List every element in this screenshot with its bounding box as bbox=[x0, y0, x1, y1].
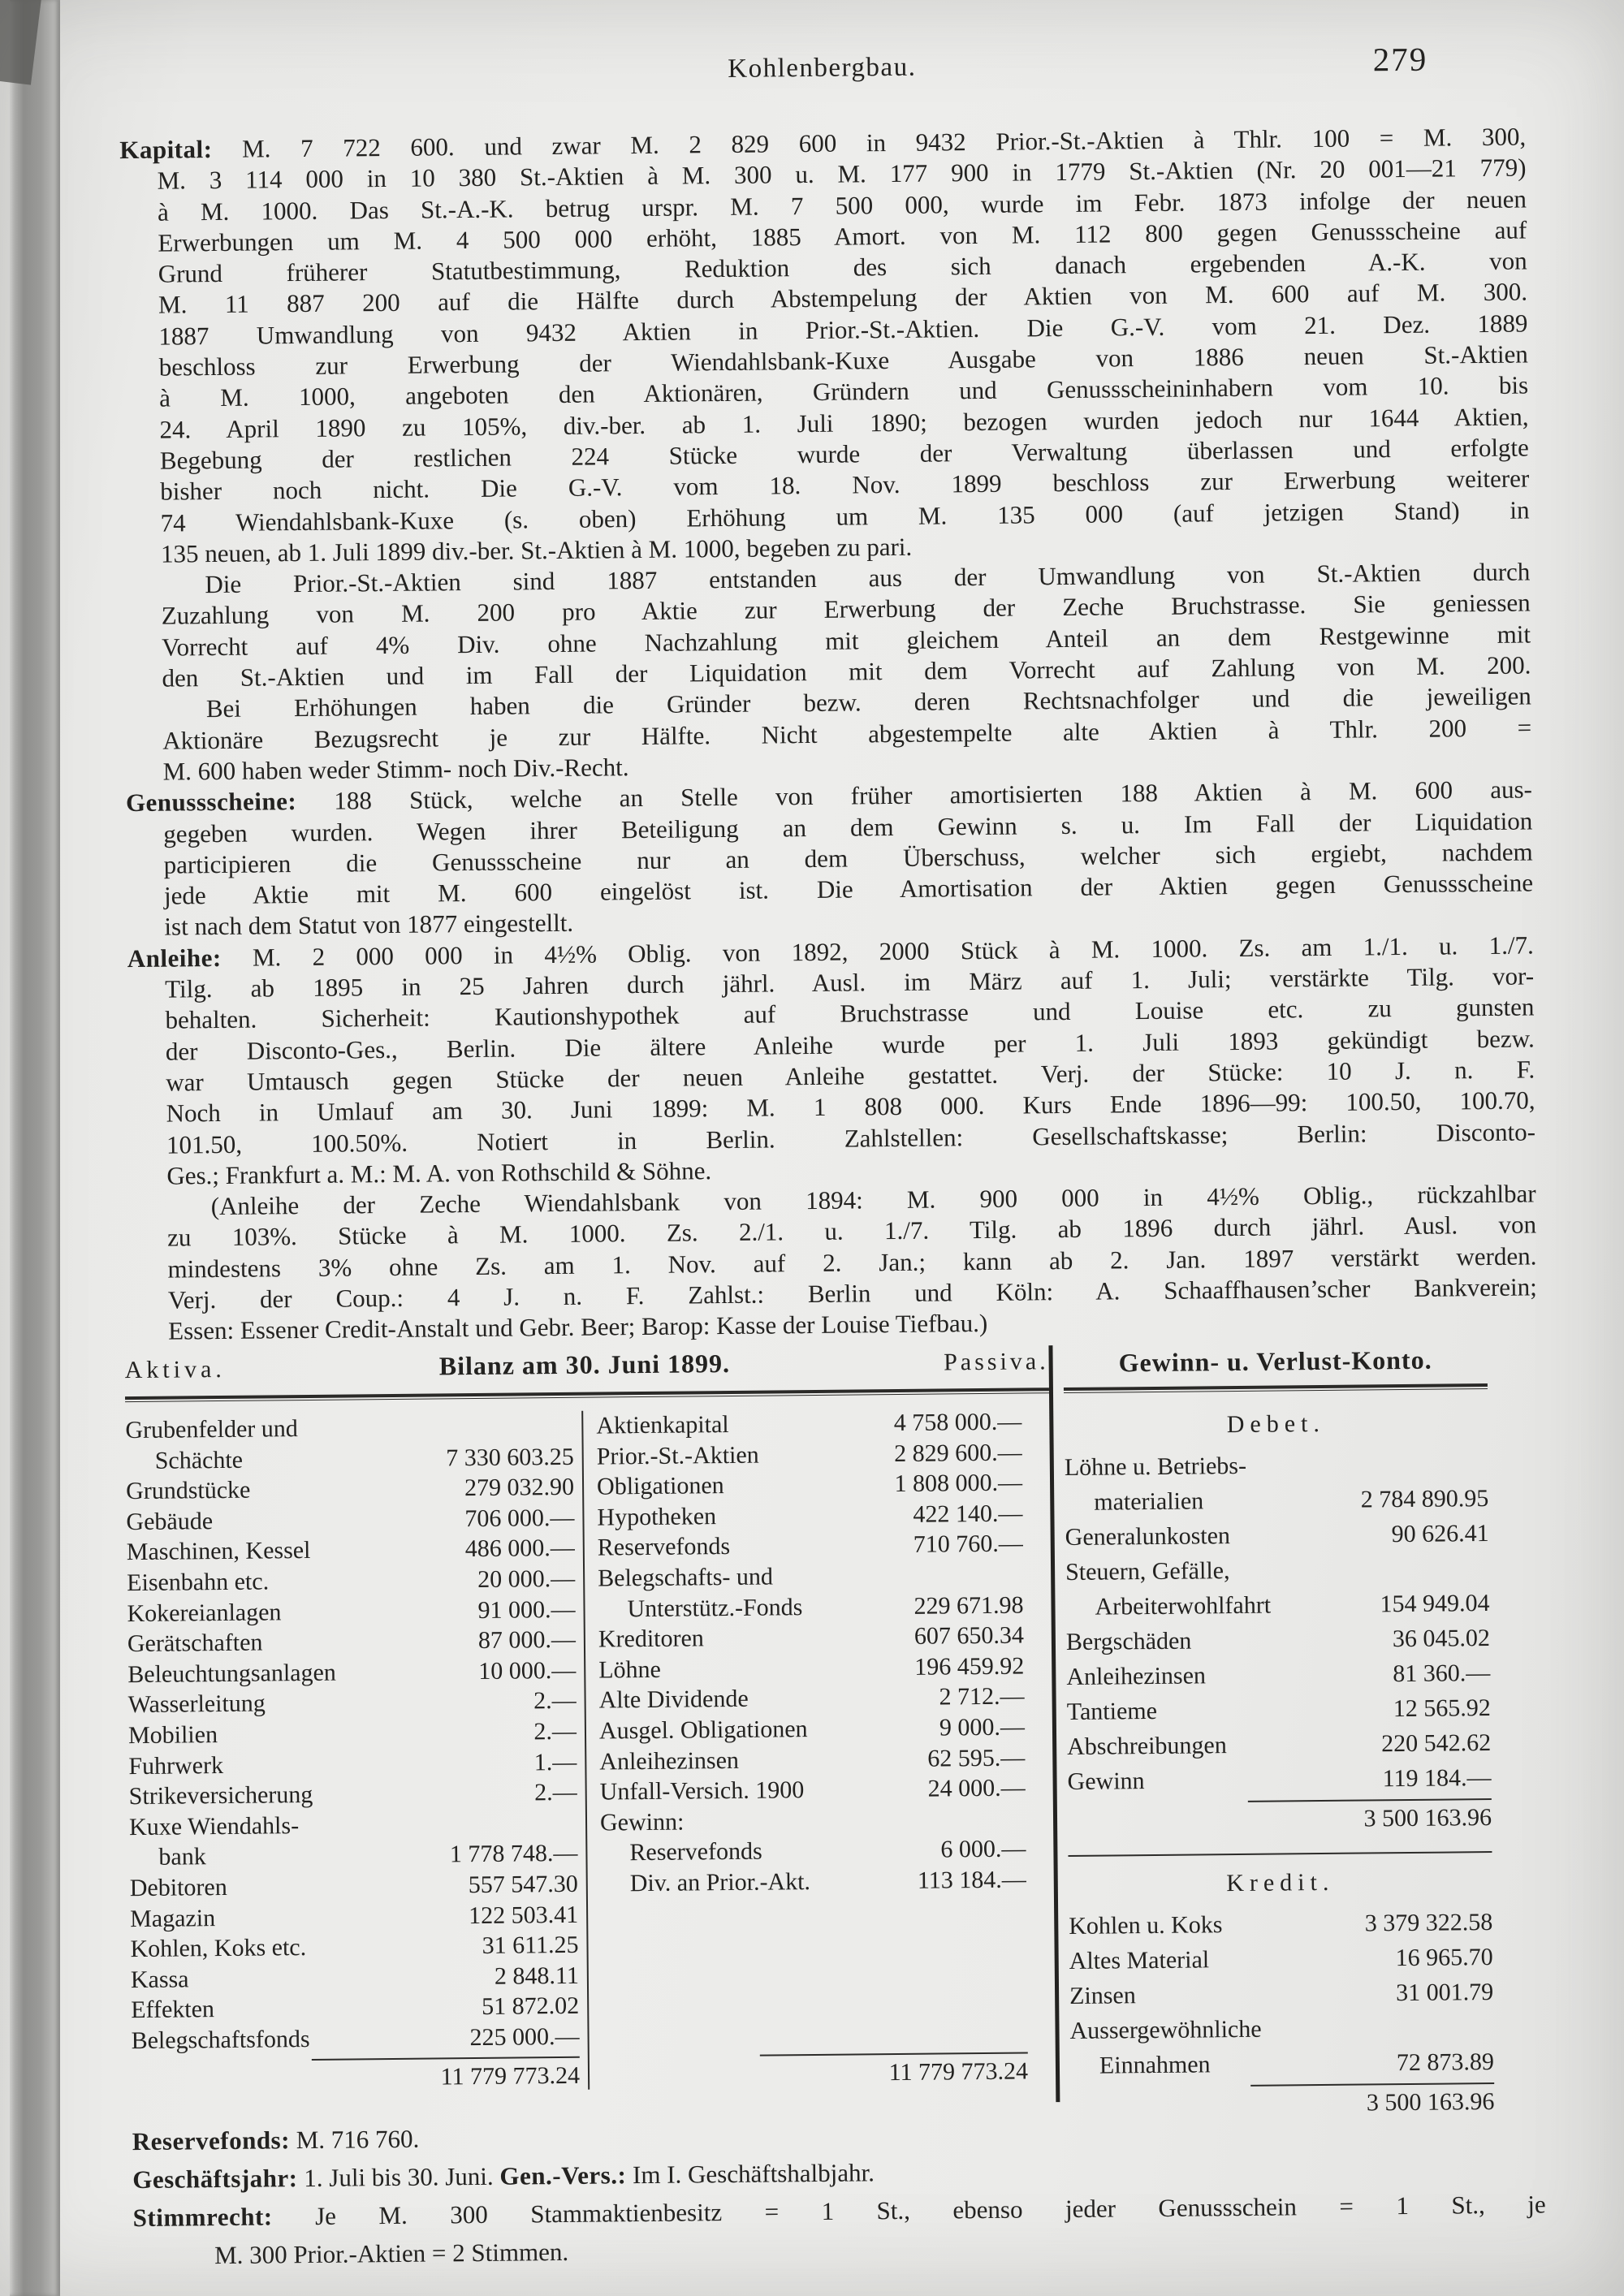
debet-total: 3 500 163.96 bbox=[1248, 1798, 1492, 1834]
row-label: Gewinn: bbox=[599, 1808, 685, 1836]
row-label: Obligationen bbox=[596, 1472, 724, 1500]
lead-term: Reservefonds: bbox=[132, 2126, 291, 2156]
row-amount: 2 784 890.95 bbox=[1360, 1485, 1489, 1513]
chapter-title: Kohlenbergbau. bbox=[728, 52, 917, 84]
text-run: Zuzahlung von M. 200 pro Aktie zur Erwerbung der Zeche Bruchstrasse. Sie geniessen bbox=[161, 588, 1531, 631]
debet-total-row bbox=[1068, 1798, 1492, 1836]
text-run: zu 103%. Stücke à M. 1000. Zs. 2./1. u. 1./7. Tilg. ab 1896 durch jährl. Ausl. von bbox=[166, 1210, 1537, 1253]
table-row bbox=[600, 1834, 1026, 1869]
text-run: à M. 1000, angeboten den Aktionären, Gründern und Genussscheininhabern vom 10. bis bbox=[159, 370, 1529, 413]
table-row bbox=[130, 1869, 578, 1904]
text-run: der Disconto-Ges., Berlin. Die ältere Anleihe wurde per 1. Juli 1893 gekündigt bezw. bbox=[165, 1024, 1535, 1066]
table-row bbox=[129, 1838, 577, 1873]
text-run: 135 neuen, ab 1. Juli 1899 div.-ber. St.-Aktien à M. 1000, begeben zu pari. bbox=[160, 532, 913, 568]
table-row bbox=[598, 1621, 1024, 1655]
row-amount: 119 184.— bbox=[1382, 1764, 1492, 1793]
row-label: Aussergewöhnliche bbox=[1069, 2015, 1262, 2045]
row-amount: 2.— bbox=[533, 1687, 577, 1715]
running-head bbox=[119, 40, 1525, 103]
row-label: Reservefonds bbox=[597, 1533, 731, 1561]
row-amount: 2 848.11 bbox=[494, 1962, 580, 1990]
row-label: Steuern, Gefälle, bbox=[1065, 1557, 1230, 1586]
row-amount: 9 000.— bbox=[939, 1713, 1026, 1741]
text-run: M. 3 114 000 in 10 380 St.-Aktien à M. 300 u. M. 177 900 in 1779 St.-Aktien (Nr. 20 001—21 779) bbox=[157, 153, 1527, 195]
text-run: Im I. Geschäftshalbjahr. bbox=[626, 2158, 875, 2190]
text-run: Ges.; Frankfurt a. M.: M. A. von Rothschild & Söhne. bbox=[166, 1155, 712, 1190]
table-row bbox=[1069, 1905, 1492, 1944]
row-amount: 220 542.62 bbox=[1381, 1729, 1492, 1758]
text-run: 1887 Umwandlung von 9432 Aktien in Prior.-St.-Aktien. Die G.-V. vom 21. Dez. 1889 bbox=[158, 309, 1528, 351]
table-row bbox=[600, 1803, 1026, 1838]
row-amount: 706 000.— bbox=[464, 1504, 575, 1532]
row-amount: 12 565.92 bbox=[1393, 1694, 1491, 1723]
row-amount: 6 000.— bbox=[940, 1835, 1026, 1863]
table-row bbox=[127, 1594, 575, 1629]
row-amount: 607 650.34 bbox=[914, 1621, 1025, 1650]
table-row bbox=[130, 1899, 578, 1934]
table-row bbox=[126, 1472, 574, 1507]
row-label: Prior.-St.-Aktien bbox=[596, 1441, 759, 1470]
text-run: M. 11 887 200 auf die Hälfte durch Abstempelung der Aktien von M. 600 auf M. 300. bbox=[158, 277, 1528, 320]
text-run: M. 716 760. bbox=[289, 2124, 420, 2155]
table-row bbox=[128, 1716, 577, 1751]
row-label: Div. an Prior.-Akt. bbox=[629, 1867, 811, 1897]
row-label: Alte Dividende bbox=[598, 1685, 749, 1714]
balance-sheet-table bbox=[124, 1345, 1056, 2094]
row-label: Debitoren bbox=[129, 1873, 227, 1902]
row-amount: 557 547.30 bbox=[468, 1870, 578, 1899]
row-label: Grundstücke bbox=[125, 1476, 251, 1505]
table-row bbox=[127, 1655, 576, 1690]
text-run: Noch in Umlauf am 30. Juni 1899: M. 1 808 000. Kurs Ende 1896—99: 100.50, 100.70, bbox=[166, 1085, 1535, 1128]
text-run: jede Aktie mit M. 600 eingelöst ist. Die Amortisation der Aktien gegen Genussscheine bbox=[163, 868, 1534, 910]
text-run: war Umtausch gegen Stücke der neuen Anleihe gestattet. Verj. der Stücke: 10 J. n. F. bbox=[166, 1055, 1535, 1097]
table-row bbox=[598, 1681, 1024, 1716]
row-amount: 24 000.— bbox=[927, 1774, 1026, 1802]
table-row bbox=[127, 1685, 576, 1720]
row-label: bank bbox=[158, 1843, 206, 1871]
text-run: M. 2 000 000 in 4½% Oblig. von 1892, 2000 Stück à M. 1000. Zs. am 1./1. u. 1./7. bbox=[221, 930, 1534, 972]
row-amount: 279 032.90 bbox=[464, 1474, 575, 1502]
row-label: Kohlen, Koks etc. bbox=[130, 1934, 307, 1963]
row-amount: 4 758 000.— bbox=[893, 1408, 1022, 1437]
table-row bbox=[127, 1533, 575, 1568]
table-row bbox=[131, 1960, 579, 1995]
row-label: Kokereianlagen bbox=[127, 1598, 282, 1627]
row-amount bbox=[1487, 2009, 1493, 2044]
row-amount: 229 671.98 bbox=[914, 1591, 1024, 1620]
table-row bbox=[599, 1711, 1025, 1746]
row-amount: 486 000.— bbox=[464, 1534, 575, 1563]
table-row bbox=[1069, 1974, 1493, 2013]
row-amount: 2 829 600.— bbox=[894, 1439, 1022, 1467]
table-row bbox=[597, 1437, 1022, 1472]
row-label: Kuxe Wiendahls- bbox=[128, 1811, 300, 1841]
section-separator-rule bbox=[1068, 1851, 1492, 1857]
row-label: Effekten bbox=[131, 1996, 215, 2024]
table-row bbox=[1067, 1690, 1491, 1729]
kredit-section-header: Kredit. bbox=[1226, 1868, 1335, 1897]
profit-loss-title: Gewinn- u. Verlust-Konto. bbox=[1118, 1344, 1432, 1378]
text-run: à M. 1000. Das St.-A.-K. betrug urspr. M. 7 500 000, wurde im Febr. 1873 infolge der neuen bbox=[157, 184, 1527, 227]
row-label: Maschinen, Kessel bbox=[126, 1537, 311, 1566]
table-row bbox=[1065, 1586, 1489, 1625]
row-label: Reservefonds bbox=[629, 1837, 762, 1867]
row-amount: 1 808 000.— bbox=[894, 1469, 1023, 1498]
text-run: Tilg. ab 1895 in 25 Jahren durch jährl. Ausl. im März auf 1. Juli; verstärkte Tilg. vor- bbox=[165, 961, 1535, 1003]
page-number: 279 bbox=[1372, 40, 1428, 79]
text-run: 1. Juli bis 30. Juni. bbox=[297, 2161, 500, 2193]
row-label: Aktienkapital bbox=[596, 1411, 729, 1439]
balance-sheet-title: Bilanz am 30. Juni 1899. bbox=[438, 1348, 731, 1381]
table-row bbox=[596, 1407, 1021, 1442]
row-label: Löhne u. Betriebs- bbox=[1064, 1452, 1247, 1482]
row-label: Mobilien bbox=[127, 1721, 218, 1750]
text-run: Bei Erhöhungen haben die Gründer bezw. deren Rechtsnachfolger und die jeweiligen bbox=[205, 681, 1531, 723]
row-label: Generalunkosten bbox=[1065, 1522, 1231, 1552]
row-amount: 81 360.— bbox=[1393, 1659, 1491, 1688]
row-amount bbox=[1482, 1446, 1488, 1481]
text-run: Essen: Essener Credit-Anstalt und Gebr. Beer; Barop: Kasse der Louise Tiefbau.) bbox=[168, 1309, 988, 1345]
row-amount: 1 778 748.— bbox=[449, 1840, 578, 1868]
body-text bbox=[119, 122, 1537, 1348]
row-label: Magazin bbox=[129, 1904, 216, 1932]
row-amount: 1.— bbox=[533, 1748, 577, 1776]
kredit-rows bbox=[1069, 1905, 1494, 2083]
passiva-total-row bbox=[603, 2052, 1028, 2090]
table-row bbox=[131, 2022, 579, 2056]
table-row bbox=[125, 1411, 573, 1446]
table-row bbox=[1065, 1481, 1488, 1520]
text-run: participieren die Genussscheine nur an dem Überschuss, welcher sich ergiebt, nachdem bbox=[163, 837, 1533, 879]
table-row bbox=[129, 1777, 577, 1812]
table-row bbox=[1070, 2044, 1494, 2083]
footnote-lines bbox=[132, 2108, 1547, 2275]
table-row bbox=[598, 1590, 1023, 1625]
text-run: 188 Stück, welche an Stelle von früher amortisierten 188 Aktien à M. 600 aus- bbox=[296, 775, 1533, 816]
row-amount: 90 626.41 bbox=[1391, 1520, 1489, 1548]
text-run: ist nach dem Statut von 1877 eingestellt. bbox=[164, 908, 574, 942]
text-run: M. 300 Prior.-Aktien = 2 Stimmen. bbox=[214, 2237, 569, 2270]
row-amount: 154 949.04 bbox=[1380, 1590, 1490, 1618]
table-row bbox=[600, 1773, 1026, 1808]
row-amount: 3 379 322.58 bbox=[1364, 1909, 1493, 1937]
row-label: Abschreibungen bbox=[1067, 1732, 1227, 1761]
row-amount: 422 140.— bbox=[913, 1500, 1023, 1528]
row-amount bbox=[567, 1411, 573, 1442]
row-amount: 20 000.— bbox=[477, 1564, 576, 1593]
table-row bbox=[1066, 1655, 1490, 1694]
text-run: 74 Wiendahlsbank-Kuxe (s. oben) Erhöhung um M. 135 000 (auf jetzigen Stand) in bbox=[160, 495, 1530, 537]
text-run: M. 7 722 600. und zwar M. 2 829 600 in 9432 Prior.-St.-Aktien à Thlr. 100 = M. 300, bbox=[212, 122, 1527, 164]
row-label: Fuhrwerk bbox=[128, 1751, 224, 1780]
row-amount: 2.— bbox=[534, 1778, 577, 1806]
lead-term: Kapital: bbox=[119, 135, 213, 165]
row-label: Eisenbahn etc. bbox=[127, 1568, 270, 1597]
text-run: Verj. der Coup.: 4 J. n. F. Zahlst.: Berlin und Köln: A. Schaaffhausen’scher Bankverein; bbox=[167, 1272, 1537, 1314]
row-amount: 122 503.41 bbox=[468, 1901, 579, 1929]
table-row bbox=[601, 1864, 1026, 1899]
row-amount: 31 611.25 bbox=[482, 1931, 579, 1960]
lead-term: Genussscheine: bbox=[125, 787, 297, 818]
text-run: Je M. 300 Stammaktienbesitz = 1 St., ebenso jeder Genussschein = 1 St., je bbox=[272, 2190, 1546, 2231]
row-label: Wasserleitung bbox=[127, 1690, 266, 1719]
row-amount: 710 760.— bbox=[913, 1530, 1023, 1559]
row-label: Strikeversicherung bbox=[128, 1781, 313, 1810]
row-label: Ausgel. Obligationen bbox=[598, 1716, 808, 1745]
row-amount bbox=[1019, 1803, 1026, 1834]
table-row bbox=[129, 1808, 577, 1843]
row-label: Unterstütz.-Fonds bbox=[627, 1593, 803, 1622]
aktiva-column bbox=[125, 1411, 590, 2095]
row-amount: 7 330 603.25 bbox=[446, 1443, 574, 1471]
row-label: Arbeiterwohlfahrt bbox=[1095, 1591, 1272, 1621]
text-run: Die Prior.-St.-Aktien sind 1887 entstanden aus der Umwandlung von St.-Aktien durch bbox=[205, 557, 1531, 599]
row-amount: 113 184.— bbox=[917, 1866, 1026, 1894]
row-label: Beleuchtungsanlagen bbox=[127, 1659, 337, 1688]
table-row bbox=[127, 1564, 575, 1599]
table-row bbox=[598, 1529, 1023, 1564]
row-amount bbox=[1483, 1551, 1489, 1586]
row-amount: 2.— bbox=[533, 1717, 577, 1746]
table-row bbox=[130, 1930, 578, 1965]
row-amount bbox=[1017, 1560, 1023, 1590]
passiva-total: 11 779 773.24 bbox=[760, 2052, 1028, 2088]
text-run: Aktionäre Bezugsrecht je zur Hälfte. Nicht abgestempelte alte Aktien à Thlr. 200 = bbox=[162, 713, 1532, 755]
table-row bbox=[127, 1625, 576, 1659]
text-run: gegeben wurden. Wegen ihrer Beteiligung an dem Gewinn s. u. Im Fall der Liquidation bbox=[163, 806, 1533, 848]
row-label: Belegschafts- und bbox=[598, 1563, 774, 1592]
row-label: Altes Material bbox=[1069, 1946, 1210, 1975]
row-label: Kassa bbox=[130, 1966, 189, 1993]
row-amount: 10 000.— bbox=[478, 1656, 577, 1685]
text-run: den St.-Aktien und im Fall der Liquidation mit dem Vorrecht auf Zahlung von M. 200. bbox=[162, 650, 1531, 693]
row-label: Kreditoren bbox=[598, 1625, 704, 1653]
row-label: Bergschäden bbox=[1065, 1627, 1192, 1656]
passiva-column bbox=[583, 1406, 1056, 2090]
table-row bbox=[599, 1742, 1025, 1777]
table-row bbox=[126, 1441, 574, 1476]
table-row bbox=[598, 1651, 1024, 1685]
table-row bbox=[1067, 1760, 1491, 1799]
row-label: Gewinn bbox=[1067, 1767, 1145, 1796]
table-row bbox=[1065, 1516, 1488, 1555]
text-run: behalten. Sicherheit: Kautionshypothek auf Bruchstrasse und Louise etc. zu gunsten bbox=[165, 992, 1535, 1034]
table-row bbox=[1066, 1621, 1490, 1659]
table-row bbox=[598, 1560, 1023, 1595]
aktiva-column-header: Aktiva. bbox=[124, 1355, 226, 1384]
table-row bbox=[126, 1503, 574, 1538]
row-amount: 51 872.02 bbox=[482, 1992, 580, 2021]
text-run: Erwerbungen um M. 4 500 000 erhöht, 1885 Amort. von M. 112 800 gegen Genussscheine auf bbox=[158, 215, 1527, 257]
row-label: Tantieme bbox=[1066, 1697, 1158, 1726]
text-run: bisher noch nicht. Die G.-V. vom 18. Nov. 1899 beschloss zur Erwerbung weiterer bbox=[160, 464, 1530, 506]
row-amount: 31 001.79 bbox=[1395, 1978, 1494, 2007]
table-row bbox=[1065, 1551, 1489, 1590]
row-amount: 72 873.89 bbox=[1396, 2048, 1495, 2077]
row-label: Löhne bbox=[598, 1655, 662, 1684]
table-row bbox=[597, 1468, 1022, 1503]
row-label: Zinsen bbox=[1069, 1982, 1136, 2010]
row-label: Anleihezinsen bbox=[599, 1746, 740, 1776]
row-amount: 225 000.— bbox=[469, 2022, 580, 2051]
row-label: Anleihezinsen bbox=[1066, 1662, 1207, 1691]
text-run: mindestens 3% ohne Zs. am 1. Nov. auf 2. Jan.; kann ab 2. Jan. 1897 verstärkt werden. bbox=[167, 1241, 1537, 1284]
table-row bbox=[1065, 1446, 1488, 1485]
row-label: Unfall-Versich. 1900 bbox=[599, 1776, 805, 1806]
table-row bbox=[1069, 2009, 1493, 2048]
text-run: (Anleihe der Zeche Wiendahlsbank von 1894: M. 900 000 in 4½% Oblig., rückzahlbar bbox=[210, 1179, 1536, 1221]
text-run: M. 600 haben weder Stimm- noch Div.-Recht. bbox=[162, 753, 629, 786]
row-label: Einnahmen bbox=[1099, 2051, 1211, 2079]
row-amount: 87 000.— bbox=[477, 1625, 577, 1655]
row-label: Grubenfelder und bbox=[125, 1415, 298, 1444]
lead-term: Geschäftsjahr: bbox=[132, 2164, 298, 2195]
table-row bbox=[597, 1498, 1022, 1533]
table-row bbox=[1067, 1725, 1491, 1764]
row-label: Kohlen u. Koks bbox=[1069, 1911, 1223, 1940]
row-label: Gebäude bbox=[126, 1507, 214, 1535]
text-run: Grund früherer Statutbestimmung, Reduktion des sich danach ergebenden A.-K. von bbox=[158, 246, 1527, 288]
text-run: 101.50, 100.50%. Notiert in Berlin. Zahlstellen: Gesellschaftskasse; Berlin: Disconto- bbox=[166, 1116, 1536, 1159]
lead-term: Stimmrecht: bbox=[132, 2202, 273, 2233]
text-run: Vorrecht auf 4% Div. ohne Nachzahlung mit gleichem Anteil an dem Restgewinne mit bbox=[161, 619, 1531, 662]
aktiva-total: 11 779 773.24 bbox=[312, 2056, 580, 2092]
row-label: Hypotheken bbox=[597, 1502, 717, 1531]
row-amount: 196 459.92 bbox=[914, 1652, 1025, 1681]
aktiva-total-row bbox=[132, 2056, 580, 2094]
debet-section-header: Debet. bbox=[1226, 1409, 1326, 1439]
row-amount: 62 595.— bbox=[927, 1744, 1026, 1772]
kredit-total: 3 500 163.96 bbox=[1250, 2082, 1494, 2118]
row-label: Belegschaftsfonds bbox=[131, 2025, 310, 2054]
table-row bbox=[131, 1991, 579, 2026]
text-run: 24. April 1890 zu 105%, div.-ber. ab 1. Juli 1890; bezogen wurden jedoch nur 1644 Aktien, bbox=[159, 402, 1529, 444]
row-amount bbox=[571, 1808, 577, 1839]
row-amount: 16 965.70 bbox=[1395, 1944, 1493, 1972]
profit-loss-table bbox=[1063, 1341, 1494, 2120]
passiva-column-header: Passiva. bbox=[943, 1348, 1049, 1376]
table-row bbox=[128, 1746, 577, 1781]
table-row bbox=[1069, 1940, 1493, 1979]
text-run: Begebung der restlichen 224 Stücke wurde der Verwaltung überlassen und erfolgte bbox=[159, 433, 1530, 475]
lead-term: Gen.-Vers.: bbox=[499, 2160, 627, 2190]
row-amount: 2 712.— bbox=[939, 1682, 1025, 1711]
row-label: Schächte bbox=[154, 1446, 244, 1474]
row-amount: 91 000.— bbox=[477, 1595, 576, 1624]
row-label: materialien bbox=[1094, 1487, 1204, 1516]
row-amount: 36 045.02 bbox=[1392, 1625, 1491, 1653]
debet-rows bbox=[1065, 1446, 1492, 1799]
lead-term: Anleihe: bbox=[127, 943, 222, 973]
row-label: Gerätschaften bbox=[127, 1629, 263, 1658]
text-run: beschloss zur Erwerbung der Wiendahlsbank-Kuxe Ausgabe von 1886 neuen St.-Aktien bbox=[158, 339, 1528, 382]
